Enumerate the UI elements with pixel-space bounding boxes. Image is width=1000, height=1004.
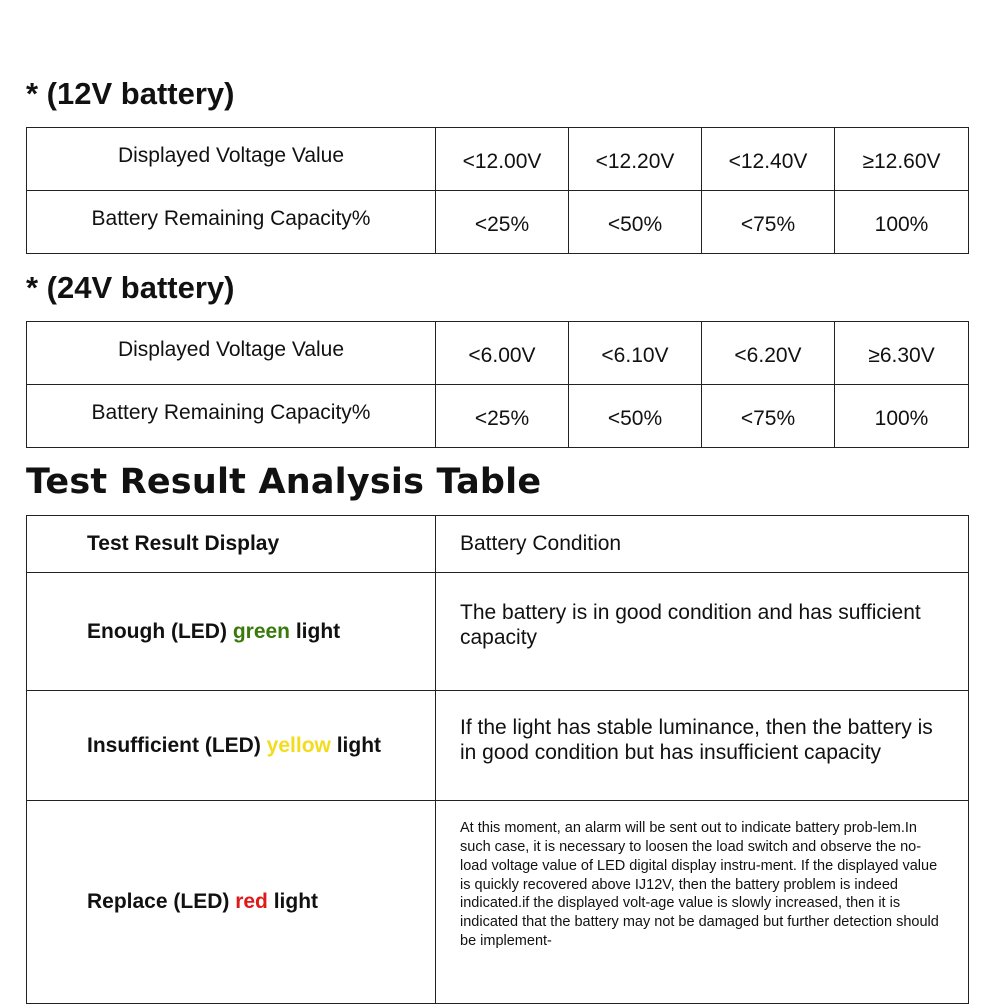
battery-condition-text: If the light has stable luminance, then the battery is in good condition but has insufficient capacity	[436, 691, 969, 801]
result-display-replace	[27, 801, 436, 1004]
result-prefix: Enough (LED)	[87, 619, 233, 643]
table-row	[27, 801, 969, 1004]
result-prefix: Replace (LED)	[87, 890, 236, 913]
capacity-value-cell: 100%	[835, 191, 969, 254]
row-label-capacity: Battery Remaining Capacity%	[27, 385, 436, 448]
table-row	[27, 573, 969, 691]
table-row	[27, 128, 969, 191]
battery-condition-text: The battery is in good condition and has sufficient capacity	[436, 573, 969, 691]
table-row	[27, 385, 969, 448]
capacity-value-cell: <75%	[702, 385, 835, 448]
capacity-value-cell: <25%	[436, 385, 569, 448]
table-24v-voltage	[26, 321, 969, 448]
voltage-value-cell: <12.20V	[569, 128, 702, 191]
led-color-word-red: red	[235, 890, 268, 913]
result-suffix: light	[330, 733, 382, 757]
voltage-value-cell: <6.00V	[436, 322, 569, 385]
header-test-result-display: Test Result Display	[27, 516, 436, 573]
voltage-value-cell: <12.40V	[702, 128, 835, 191]
led-color-word-green: green	[232, 619, 290, 643]
result-prefix: Insufficient (LED)	[87, 733, 267, 757]
row-label-voltage: Displayed Voltage Value	[27, 322, 436, 385]
capacity-value-cell: 100%	[835, 385, 969, 448]
table-row	[27, 322, 969, 385]
table-row	[27, 191, 969, 254]
result-display-insufficient	[27, 691, 436, 801]
voltage-value-cell: ≥12.60V	[835, 128, 969, 191]
voltage-value-cell: ≥6.30V	[835, 322, 969, 385]
heading-24v-battery: * (24V battery)	[26, 270, 235, 305]
table-header-row	[27, 516, 969, 573]
capacity-value-cell: <50%	[569, 191, 702, 254]
heading-test-result-analysis: Test Result Analysis Table	[26, 462, 542, 502]
voltage-value-cell: <6.10V	[569, 322, 702, 385]
capacity-value-cell: <25%	[436, 191, 569, 254]
heading-12v-battery: * (12V battery)	[26, 76, 235, 111]
row-label-voltage: Displayed Voltage Value	[27, 128, 436, 191]
capacity-value-cell: <75%	[702, 191, 835, 254]
table-12v-voltage	[26, 127, 969, 254]
result-suffix: light	[290, 619, 341, 643]
table-row	[27, 691, 969, 801]
row-label-capacity: Battery Remaining Capacity%	[27, 191, 436, 254]
battery-condition-text: At this moment, an alarm will be sent out to indicate battery prob-lem.In such case, it is necessary to loosen the load switch and observe the no-load voltage value of LED digital display instru-ment. If the displayed value is quickly recovered above IJ12V, then the battery problem is indeed indicated.if the displayed volt-age value is slowly increased, then it is indicated that the battery may not be damaged but further detection should be implement-	[436, 801, 969, 1004]
voltage-value-cell: <12.00V	[436, 128, 569, 191]
result-suffix: light	[267, 890, 319, 913]
table-test-result-analysis	[26, 515, 969, 1004]
led-color-word-yellow: yellow	[266, 733, 331, 757]
voltage-value-cell: <6.20V	[702, 322, 835, 385]
header-battery-condition: Battery Condition	[436, 516, 969, 573]
result-display-enough	[27, 573, 436, 691]
capacity-value-cell: <50%	[569, 385, 702, 448]
